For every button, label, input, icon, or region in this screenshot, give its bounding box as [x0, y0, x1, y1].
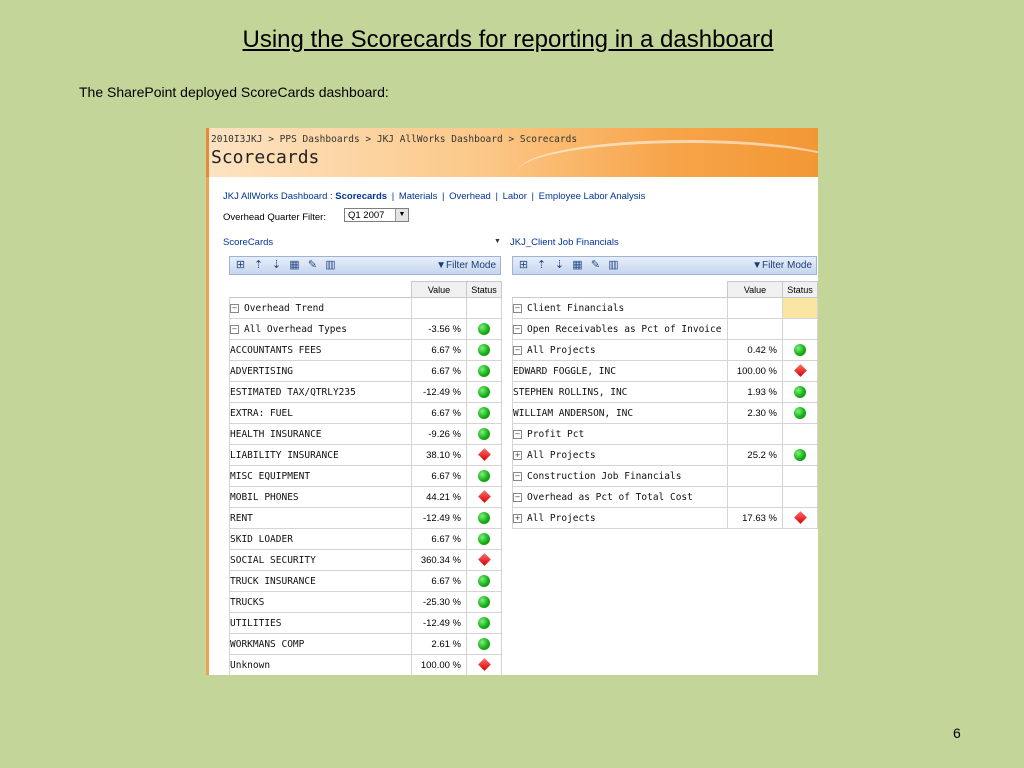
- table-row[interactable]: [230, 655, 502, 676]
- slide-title: Using the Scorecards for reporting in a dashboard: [242, 26, 774, 53]
- kpi-name-cell[interactable]: [230, 382, 412, 403]
- status-green-circle-icon: [478, 323, 490, 335]
- kpi-status-cell: [783, 508, 818, 529]
- kpi-value-cell: -3.56 %: [412, 319, 467, 340]
- kpi-status-cell: [467, 403, 502, 424]
- sharepoint-screenshot: [206, 128, 818, 675]
- kpi-status-cell: [467, 466, 502, 487]
- table-row[interactable]: [230, 361, 502, 382]
- kpi-status-cell: [783, 298, 818, 319]
- comment-icon[interactable]: ✎: [307, 259, 318, 271]
- kpi-name: MOBIL PHONES: [230, 491, 299, 503]
- grid-icon[interactable]: ▦: [289, 259, 300, 271]
- column-header-status[interactable]: Status: [783, 282, 818, 298]
- status-red-diamond-icon: [794, 511, 807, 524]
- kpi-name-cell[interactable]: [513, 466, 728, 487]
- kpi-value-cell: 6.67 %: [412, 340, 467, 361]
- nav-separator: |: [391, 191, 395, 202]
- kpi-name: ACCOUNTANTS FEES: [230, 344, 322, 356]
- kpi-name-cell[interactable]: [230, 487, 412, 508]
- kpi-name: Overhead as Pct of Total Cost: [527, 491, 693, 503]
- table-row[interactable]: [513, 382, 818, 403]
- kpi-value-cell: -9.26 %: [412, 424, 467, 445]
- table-row[interactable]: [230, 424, 502, 445]
- scorecard-icon[interactable]: ⊞: [235, 259, 246, 271]
- table-row[interactable]: [513, 298, 818, 319]
- left-scorecard-toolbar: [229, 256, 501, 275]
- kpi-value-cell: 100.00 %: [728, 361, 783, 382]
- filter-icon: ▼: [752, 260, 762, 271]
- kpi-status-cell: [467, 361, 502, 382]
- collapse-icon[interactable]: −: [231, 324, 238, 333]
- kpi-value-cell: 6.67 %: [412, 571, 467, 592]
- kpi-name-cell[interactable]: [230, 424, 412, 445]
- kpi-name: SOCIAL SECURITY: [230, 554, 316, 566]
- kpi-name: TRUCK INSURANCE: [230, 575, 316, 587]
- table-header-blank: [230, 282, 412, 298]
- filter-mode-button[interactable]: [436, 260, 496, 271]
- table-row[interactable]: [230, 592, 502, 613]
- page-number: 6: [953, 725, 961, 741]
- collapse-icon[interactable]: −: [514, 471, 521, 480]
- kpi-name-cell[interactable]: [230, 340, 412, 361]
- kpi-name-cell[interactable]: [513, 508, 728, 529]
- kpi-status-cell: [783, 382, 818, 403]
- nav-link-materials[interactable]: Materials: [398, 191, 438, 202]
- table-row[interactable]: [230, 466, 502, 487]
- kpi-name: LIABILITY INSURANCE: [230, 449, 339, 461]
- status-red-diamond-icon: [478, 448, 491, 461]
- collapse-icon[interactable]: −: [231, 303, 238, 312]
- kpi-value-cell: 360.34 %: [412, 550, 467, 571]
- table-row[interactable]: [230, 634, 502, 655]
- kpi-name-cell[interactable]: [513, 298, 728, 319]
- chart-icon[interactable]: ▥: [608, 259, 619, 271]
- table-row[interactable]: [230, 445, 502, 466]
- kpi-status-cell: [783, 445, 818, 466]
- sort-asc-icon[interactable]: ⇡: [253, 259, 264, 271]
- sort-desc-icon[interactable]: ⇣: [271, 259, 282, 271]
- table-row[interactable]: [230, 403, 502, 424]
- table-row[interactable]: [513, 319, 818, 340]
- quarter-filter-label: Overhead Quarter Filter:: [223, 212, 326, 223]
- kpi-value-cell: 25.2 %: [728, 445, 783, 466]
- table-row[interactable]: [513, 361, 818, 382]
- kpi-name: Open Receivables as Pct of Invoice: [527, 323, 722, 335]
- grid-icon[interactable]: ▦: [572, 259, 583, 271]
- status-green-circle-icon: [794, 344, 806, 356]
- table-row[interactable]: [230, 382, 502, 403]
- page-title: Scorecards: [211, 147, 320, 168]
- kpi-status-cell: [467, 487, 502, 508]
- kpi-name-cell[interactable]: [230, 613, 412, 634]
- kpi-name-cell[interactable]: [230, 508, 412, 529]
- status-green-circle-icon: [478, 386, 490, 398]
- right-scorecard-toolbar: [512, 256, 817, 275]
- status-green-circle-icon: [478, 512, 490, 524]
- status-red-diamond-icon: [478, 490, 491, 503]
- table-row[interactable]: [230, 298, 502, 319]
- status-green-circle-icon: [794, 407, 806, 419]
- webpart-menu-icon[interactable]: ▼: [494, 238, 501, 245]
- nav-site-link[interactable]: JKJ AllWorks Dashboard :: [223, 191, 333, 202]
- kpi-status-cell: [783, 403, 818, 424]
- scorecards-webpart-title[interactable]: ScoreCards: [223, 237, 274, 248]
- kpi-value-cell: -12.49 %: [412, 613, 467, 634]
- kpi-value-cell: [728, 319, 783, 340]
- kpi-status-cell: [467, 571, 502, 592]
- kpi-status-cell: [783, 466, 818, 487]
- breadcrumb[interactable]: 2010I3JKJ > PPS Dashboards > JKJ AllWorks Dashboard > Scorecards: [211, 134, 578, 145]
- kpi-value-cell: -25.30 %: [412, 592, 467, 613]
- kpi-name: Overhead Trend: [244, 302, 325, 314]
- kpi-value-cell: 6.67 %: [412, 466, 467, 487]
- nav-separator: |: [531, 191, 535, 202]
- table-header-blank: [513, 282, 728, 298]
- kpi-value-cell: 6.67 %: [412, 361, 467, 382]
- kpi-name: RENT: [230, 512, 253, 524]
- kpi-name: All Overhead Types: [244, 323, 347, 335]
- kpi-name: All Projects: [527, 344, 596, 356]
- kpi-status-cell: [467, 298, 502, 319]
- comment-icon[interactable]: ✎: [590, 259, 601, 271]
- status-red-diamond-icon: [478, 553, 491, 566]
- collapse-icon[interactable]: −: [514, 303, 521, 312]
- column-header-value[interactable]: Value: [728, 282, 783, 298]
- status-red-diamond-icon: [478, 658, 491, 671]
- status-green-circle-icon: [478, 428, 490, 440]
- overhead-scorecard-table: [229, 281, 502, 675]
- kpi-value-cell: 2.61 %: [412, 634, 467, 655]
- scorecard-icon[interactable]: ⊞: [518, 259, 529, 271]
- quarter-filter-value: Q1 2007: [348, 210, 385, 221]
- kpi-name-cell[interactable]: [230, 298, 412, 319]
- client-financials-scorecard-table: [512, 281, 818, 529]
- kpi-name-cell[interactable]: [230, 529, 412, 550]
- kpi-name-cell[interactable]: [513, 424, 728, 445]
- sort-desc-icon[interactable]: ⇣: [554, 259, 565, 271]
- expand-icon[interactable]: +: [514, 450, 521, 459]
- kpi-name: SKID LOADER: [230, 533, 293, 545]
- kpi-name: WILLIAM ANDERSON, INC: [513, 407, 634, 419]
- kpi-name: MISC EQUIPMENT: [230, 470, 311, 482]
- kpi-name: Profit Pct: [527, 428, 585, 440]
- kpi-status-cell: [467, 340, 502, 361]
- kpi-value-cell: 38.10 %: [412, 445, 467, 466]
- table-row[interactable]: [513, 340, 818, 361]
- kpi-value-cell: -12.49 %: [412, 382, 467, 403]
- kpi-status-cell: [783, 319, 818, 340]
- kpi-status-cell: [467, 634, 502, 655]
- kpi-name-cell[interactable]: [230, 319, 412, 340]
- collapse-icon[interactable]: −: [514, 429, 521, 438]
- sharepoint-body: [206, 177, 818, 675]
- sort-asc-icon[interactable]: ⇡: [536, 259, 547, 271]
- kpi-value-cell: 0.42 %: [728, 340, 783, 361]
- kpi-name-cell[interactable]: [230, 403, 412, 424]
- nav-separator: |: [442, 191, 445, 202]
- kpi-name-cell[interactable]: [230, 445, 412, 466]
- nav-link-employee-labor-analysis[interactable]: Employee Labor Analysis: [538, 191, 646, 202]
- status-green-circle-icon: [478, 617, 490, 629]
- kpi-value-cell: 17.63 %: [728, 508, 783, 529]
- status-green-circle-icon: [478, 365, 490, 377]
- filter-mode-label: Filter Mode: [761, 260, 812, 271]
- kpi-name-cell[interactable]: [230, 655, 412, 676]
- kpi-name-cell[interactable]: [513, 319, 728, 340]
- kpi-name: Unknown: [230, 659, 271, 671]
- kpi-status-cell: [783, 361, 818, 382]
- kpi-name: TRUCKS: [230, 596, 265, 608]
- table-row[interactable]: [230, 529, 502, 550]
- kpi-name-cell[interactable]: [230, 550, 412, 571]
- kpi-status-cell: [467, 424, 502, 445]
- table-row[interactable]: [230, 613, 502, 634]
- table-row[interactable]: [230, 340, 502, 361]
- kpi-name: All Projects: [527, 449, 596, 461]
- collapse-icon[interactable]: −: [514, 345, 521, 354]
- kpi-name: EXTRA: FUEL: [230, 407, 293, 419]
- table-row[interactable]: [513, 424, 818, 445]
- kpi-status-cell: [467, 613, 502, 634]
- kpi-name: Construction Job Financials: [527, 470, 682, 482]
- kpi-name-cell[interactable]: [513, 340, 728, 361]
- kpi-name-cell[interactable]: [230, 634, 412, 655]
- kpi-value-cell: [728, 466, 783, 487]
- table-row[interactable]: [230, 319, 502, 340]
- filter-mode-label: Filter Mode: [445, 260, 496, 271]
- column-header-value[interactable]: Value: [412, 282, 467, 298]
- dashboard-nav: [223, 191, 645, 202]
- kpi-name: ESTIMATED TAX/QTRLY235: [230, 386, 356, 398]
- status-green-circle-icon: [478, 407, 490, 419]
- kpi-name: STEPHEN ROLLINS, INC: [513, 386, 628, 398]
- status-green-circle-icon: [478, 638, 490, 650]
- sharepoint-header: [206, 128, 818, 177]
- kpi-value-cell: [728, 424, 783, 445]
- kpi-name-cell[interactable]: [513, 487, 728, 508]
- chart-icon[interactable]: ▥: [325, 259, 336, 271]
- kpi-name-cell[interactable]: [513, 361, 728, 382]
- kpi-name: Client Financials: [527, 302, 625, 314]
- status-green-circle-icon: [794, 449, 806, 461]
- kpi-status-cell: [783, 340, 818, 361]
- kpi-name: ADVERTISING: [230, 365, 293, 377]
- status-green-circle-icon: [478, 533, 490, 545]
- filter-icon: ▼: [436, 260, 446, 271]
- kpi-value-cell: 1.93 %: [728, 382, 783, 403]
- kpi-value-cell: 100.00 %: [412, 655, 467, 676]
- nav-link-labor[interactable]: Labor: [502, 191, 527, 202]
- kpi-name-cell[interactable]: [513, 382, 728, 403]
- table-row[interactable]: [230, 571, 502, 592]
- kpi-status-cell: [467, 319, 502, 340]
- status-green-circle-icon: [478, 575, 490, 587]
- kpi-status-cell: [467, 592, 502, 613]
- kpi-status-cell: [467, 508, 502, 529]
- kpi-name-cell[interactable]: [230, 571, 412, 592]
- kpi-name: WORKMANS COMP: [230, 638, 305, 650]
- table-row[interactable]: [230, 487, 502, 508]
- table-row[interactable]: [513, 508, 818, 529]
- kpi-status-cell: [467, 655, 502, 676]
- table-row[interactable]: [230, 550, 502, 571]
- filter-mode-button[interactable]: [752, 260, 812, 271]
- table-row[interactable]: [513, 403, 818, 424]
- kpi-value-cell: 6.67 %: [412, 529, 467, 550]
- kpi-name-cell[interactable]: [513, 403, 728, 424]
- dropdown-arrow-icon[interactable]: ▼: [395, 209, 408, 221]
- kpi-value-cell: 2.30 %: [728, 403, 783, 424]
- nav-separator: |: [495, 191, 498, 202]
- kpi-name: UTILITIES: [230, 617, 282, 629]
- slide-subtitle: The SharePoint deployed ScoreCards dashboard:: [79, 84, 389, 100]
- status-green-circle-icon: [478, 470, 490, 482]
- table-row[interactable]: [513, 445, 818, 466]
- kpi-status-cell: [467, 445, 502, 466]
- kpi-name-cell[interactable]: [230, 361, 412, 382]
- kpi-value-cell: 6.67 %: [412, 403, 467, 424]
- status-red-diamond-icon: [794, 364, 807, 377]
- kpi-name-cell[interactable]: [230, 592, 412, 613]
- kpi-name: EDWARD FOGGLE, INC: [513, 365, 616, 377]
- collapse-icon[interactable]: −: [514, 324, 521, 333]
- expand-icon[interactable]: +: [514, 513, 521, 522]
- kpi-name: HEALTH INSURANCE: [230, 428, 322, 440]
- kpi-status-cell: [467, 529, 502, 550]
- nav-current-scorecards[interactable]: Scorecards: [335, 191, 388, 202]
- nav-link-overhead[interactable]: Overhead: [449, 191, 491, 202]
- kpi-value-cell: -12.49 %: [412, 508, 467, 529]
- kpi-status-cell: [467, 382, 502, 403]
- table-row[interactable]: [230, 508, 502, 529]
- collapse-icon[interactable]: −: [514, 492, 521, 501]
- kpi-value-cell: [412, 298, 467, 319]
- table-row[interactable]: [513, 466, 818, 487]
- kpi-value-cell: 44.21 %: [412, 487, 467, 508]
- kpi-name-cell[interactable]: [230, 466, 412, 487]
- kpi-status-cell: [467, 550, 502, 571]
- client-job-financials-webpart-title[interactable]: JKJ_Client Job Financials: [510, 237, 619, 248]
- kpi-value-cell: [728, 298, 783, 319]
- quarter-filter-select[interactable]: [344, 208, 409, 222]
- status-green-circle-icon: [478, 596, 490, 608]
- kpi-status-cell: [783, 424, 818, 445]
- status-green-circle-icon: [478, 344, 490, 356]
- kpi-name: All Projects: [527, 512, 596, 524]
- kpi-name-cell[interactable]: [513, 445, 728, 466]
- kpi-status-cell: [783, 487, 818, 508]
- status-green-circle-icon: [794, 386, 806, 398]
- kpi-value-cell: [728, 487, 783, 508]
- table-row[interactable]: [513, 487, 818, 508]
- column-header-status[interactable]: Status: [467, 282, 502, 298]
